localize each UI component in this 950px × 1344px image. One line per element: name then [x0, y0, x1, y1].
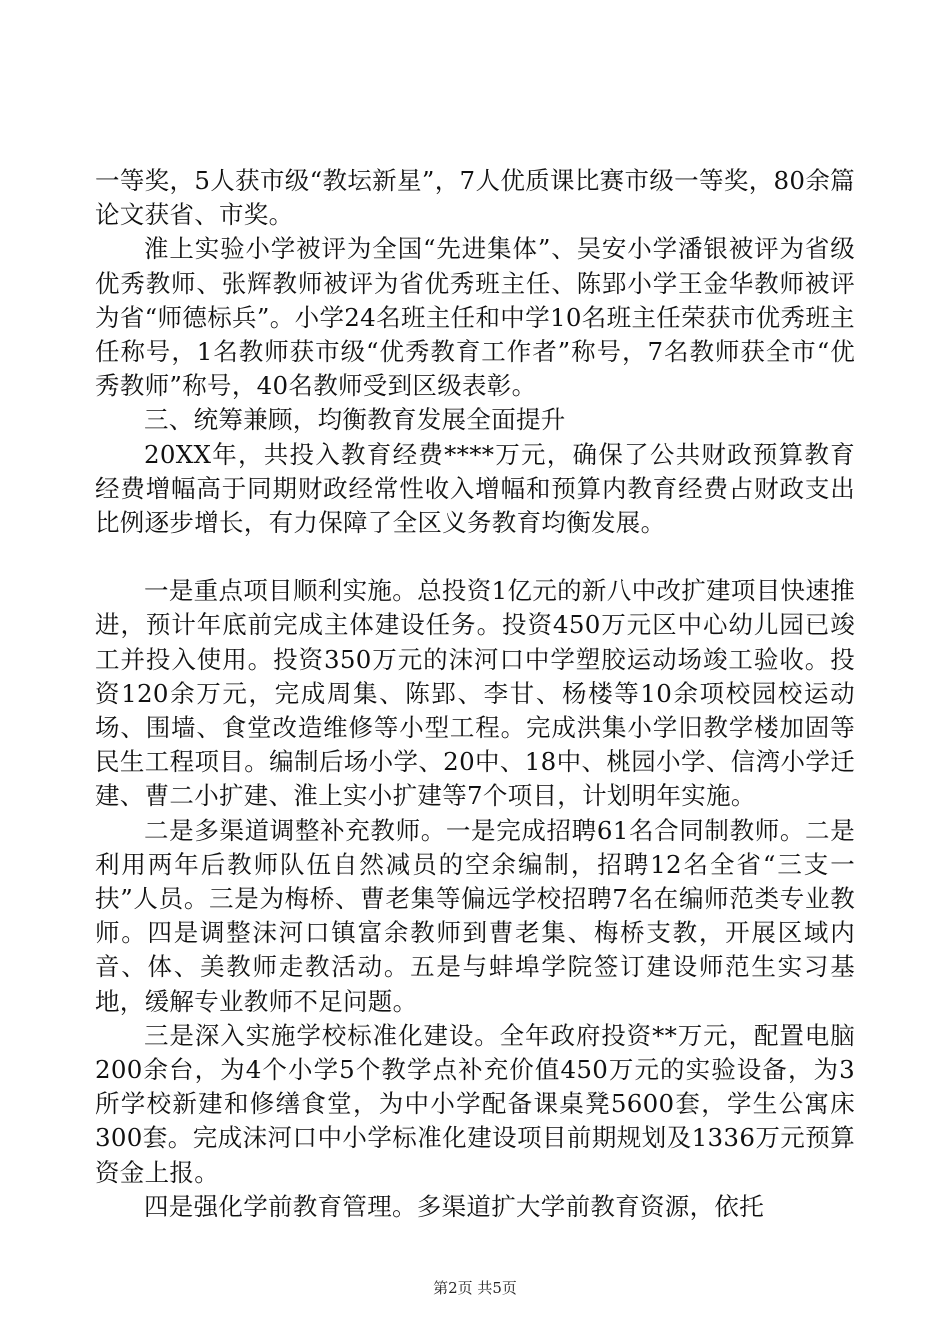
- paragraph-teacher-supply: 二是多渠道调整补充教师。一是完成招聘61名合同制教师。二是利用两年后教师队伍自然减员的空余编制，招聘12名全省“三支一扶”人员。三是为梅桥、曹老集等偏远学校招聘7名在编师范类专业教师。四是调整沫河口镇富余教师到曹老集、梅桥支教，开展区域内音、体、美教师走教活动。五是与蚌埠学院签订建设师范生实习基地，缓解专业教师不足问题。: [95, 815, 855, 1016]
- paragraph-awards-continued: 一等奖，5人获市级“教坛新星”，7人优质课比赛市级一等奖，80余篇论文获省、市奖。: [95, 166, 855, 230]
- section-heading: 三、统筹兼顾，均衡教育发展全面提升: [144, 405, 566, 435]
- paragraph-funding: 20XX年，共投入教育经费****万元，确保了公共财政预算教育经费增幅高于同期财政经常性收入增幅和预算内教育经费占财政支出比例逐步增长，有力保障了全区义务教育均衡发展。: [95, 439, 855, 538]
- paragraph-preschool: 四是强化学前教育管理。多渠道扩大学前教育资源，依托: [144, 1191, 764, 1221]
- paragraph-honors: 淮上实验小学被评为全国“先进集体”、吴安小学潘银被评为省级优秀教师、张辉教师被评为省优秀班主任、陈郢小学王金华教师被评为省“师德标兵”。小学24名班主任和中学10名班主任荣获市优秀班主任称号，1名教师获市级“优秀教育工作者”称号，7名教师获全市“优秀教师”称号，40名教师受到区级表彰。: [95, 234, 855, 401]
- paragraph-key-projects: 一是重点项目顺利实施。总投资1亿元的新八中改扩建项目快速推进，预计年底前完成主体建设任务。投资450万元区中心幼儿园已竣工并投入使用。投资350万元的沫河口中学塑胶运动场竣工验收。投资120余万元，完成周集、陈郢、李甘、杨楼等10余项校园校运动场、围墙、食堂改造维修等小型工程。完成洪集小学旧教学楼加固等民生工程项目。编制后场小学、20中、18中、桃园小学、信湾小学迁建、曹二小扩建、淮上实小扩建等7个项目，计划明年实施。: [95, 576, 855, 811]
- document-body: [95, 164, 855, 1224]
- paragraph-standardization: 三是深入实施学校标准化建设。全年政府投资**万元，配置电脑200余台，为4个小学5个教学点补充价值450万元的实验设备，为3所学校新建和修缮食堂，为中小学配备课桌凳5600套，学生公寓床300套。完成沫河口中小学标准化建设项目前期规划及1336万元预算资金上报。: [95, 1020, 855, 1187]
- page-number-footer: 第2页 共5页: [433, 1279, 517, 1297]
